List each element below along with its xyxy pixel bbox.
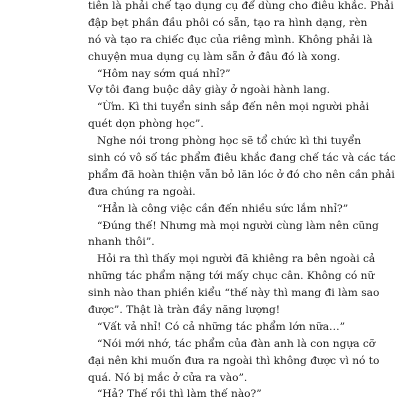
text-line: Nghe nói trong phòng học sẽ tổ chức kì thi tuyển xyxy=(97,135,362,148)
text-line: sinh nào than phiền kiểu “thế này thì mang đi làm sao xyxy=(88,287,380,300)
text-line: được”. Thật là tràn đầy năng lượng! xyxy=(88,304,280,317)
text-line: quá. Nó bị mắc ở cửa ra vào”. xyxy=(88,371,248,384)
text-line: “Ừm. Kì thi tuyển sinh sắp đến nên mọi người phải xyxy=(97,101,369,114)
text-line: sinh có vô số tác phẩm điêu khắc đang chế tác và các tác xyxy=(88,152,396,165)
text-line: Hỏi ra thì thấy mọi người đã khiêng ra bên ngoài cả xyxy=(97,253,376,266)
text-line: “Hả? Thế rồi thì làm thế nào?” xyxy=(97,388,262,401)
text-line: đưa chúng ra ngoài. xyxy=(88,185,196,198)
text-line: những tác phẩm nặng tới mấy chục cân. Không có nữ xyxy=(88,270,375,283)
text-line: nhanh thôi”. xyxy=(88,236,155,249)
text-line: nó và tạo ra chiếc đục của riêng mình. Không phải là xyxy=(88,33,373,46)
text-line: đập bẹt phần đầu phôi có sẵn, tạo ra hình dạng, rèn xyxy=(88,16,368,29)
text-line: “Hẳn là công việc cần đến nhiều sức lắm nhỉ?” xyxy=(97,202,349,215)
text-line: “Nói mới nhớ, tác phẩm của đàn anh là con ngựa cỡ xyxy=(97,337,376,350)
text-line: “Đúng thế! Nhưng mà mọi người cùng làm nên cũng xyxy=(97,219,379,232)
text-line: đại nên khi muốn đưa ra ngoài thì không được vì nó to xyxy=(88,354,380,367)
text-line: Vợ tôi đang buộc dây giày ở ngoài hành lang. xyxy=(88,84,331,97)
text-line: quét dọn phòng học”. xyxy=(88,118,204,131)
text-line: chuyện mua dụng cụ làm sẵn ở đâu đó là xong. xyxy=(88,50,341,63)
text-line: “Hôm nay sớm quá nhỉ?” xyxy=(97,67,231,80)
text-line: phẩm đã hoàn thiện vẫn bỏ lăn lóc ở đó cho nên cần phải xyxy=(88,168,395,181)
text-line: tiên là phải chế tạo dụng cụ để dùng cho điêu khắc. Phải xyxy=(88,0,394,12)
body-text xyxy=(88,0,396,403)
text-line: “Vất vả nhỉ! Có cả những tác phẩm lớn nữa…” xyxy=(97,320,346,333)
